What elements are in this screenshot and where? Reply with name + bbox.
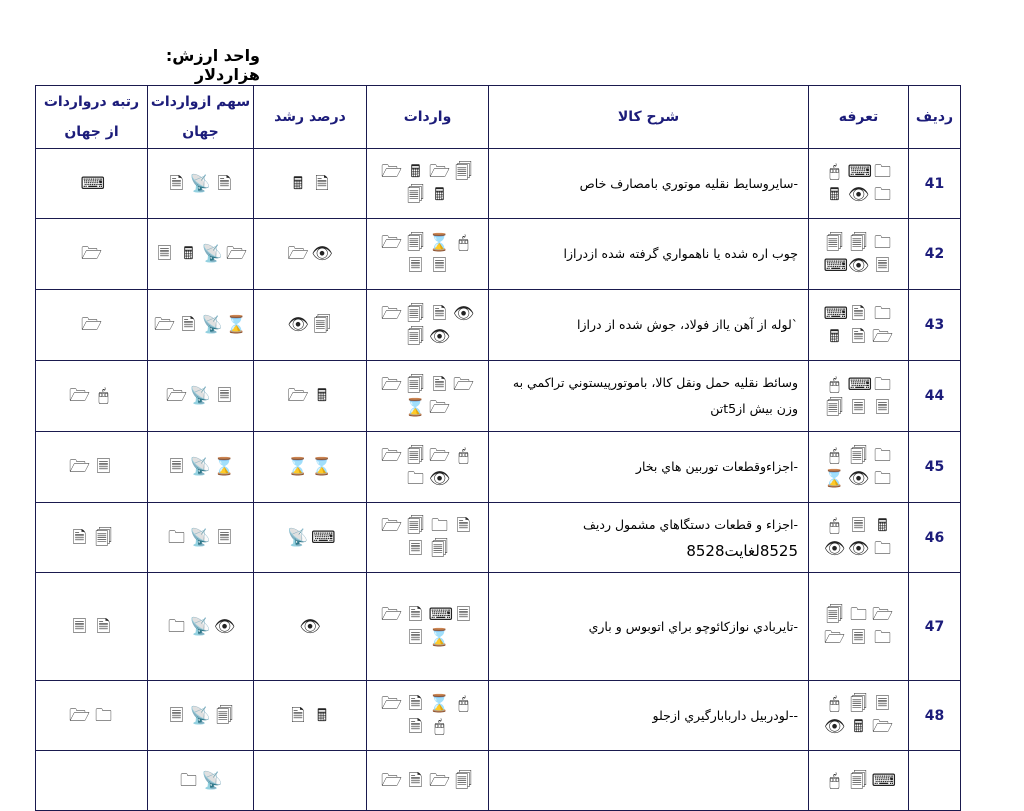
col-rank: رتبه درواردات از جهان	[36, 86, 148, 149]
open-folder-icon: 🗁	[823, 628, 846, 648]
mouse-icon: 🖱	[434, 717, 445, 737]
document-icon: 🗎	[217, 173, 232, 194]
hourglass-icon: ⌛	[287, 457, 309, 477]
icon-group	[823, 446, 895, 489]
tariff-cell	[809, 681, 909, 751]
folder-icon: 🗀	[874, 162, 891, 182]
page-icon: 🗏	[408, 539, 423, 559]
col-tariff: تعرفه	[809, 86, 909, 149]
open-folder-icon: 🗁	[428, 397, 451, 418]
page-icon: 🗏	[851, 516, 866, 536]
row-number	[909, 751, 961, 811]
icon-group	[151, 174, 251, 194]
calculator-icon: 🖩	[410, 162, 421, 182]
icon-group	[823, 516, 895, 559]
mouse-icon: 🖱	[829, 374, 840, 395]
folder-icon: 🗀	[874, 539, 891, 559]
folder-icon: 🗀	[874, 232, 891, 253]
rank-cell	[36, 290, 148, 361]
keyboard-icon: ⌨	[823, 255, 849, 276]
description-cell	[489, 219, 809, 290]
page-icon: 🗏	[217, 527, 232, 548]
growth-cell	[254, 503, 367, 573]
icon-group	[260, 174, 360, 194]
open-folder-icon: 🗁	[428, 162, 451, 182]
growth-cell	[254, 751, 367, 811]
icon-group	[823, 605, 895, 648]
rank-cell	[36, 751, 148, 811]
folder-icon: 🗀	[95, 705, 112, 726]
page-icon: 🗏	[875, 397, 890, 418]
document-icon: 🗎	[315, 173, 329, 194]
icon-group	[823, 694, 895, 737]
icon-group	[260, 528, 360, 548]
icon-group	[378, 162, 478, 205]
document-icon: 🗎	[291, 705, 305, 726]
document-icon: 🗎	[456, 516, 471, 536]
growth-cell	[254, 149, 367, 219]
satellite-icon: 📡	[189, 616, 212, 637]
table-body	[36, 149, 961, 811]
icon-group	[151, 771, 251, 791]
table-row	[36, 290, 961, 361]
icon-group	[823, 771, 895, 791]
page-icon: 🗏	[217, 386, 232, 406]
icon-group	[378, 446, 478, 489]
document-icon: 🗎	[169, 173, 184, 194]
rank-cell	[36, 432, 148, 503]
row-number: 48	[909, 681, 961, 751]
open-folder-icon: 🗁	[871, 605, 894, 625]
imports-cell	[367, 290, 489, 361]
calculator-icon: 🖩	[434, 185, 445, 205]
page-icon: 🗏	[851, 397, 866, 418]
icon-group	[42, 315, 142, 335]
share-cell	[148, 573, 254, 681]
icon-group	[260, 386, 360, 406]
description-text: -اجزاء و قطعات دستگاهاي مشمول رديف	[582, 516, 798, 532]
calculator-icon: 🖩	[316, 705, 328, 726]
icon-group	[260, 315, 360, 335]
icon-group	[823, 233, 895, 276]
calculator-icon: 🖩	[829, 185, 840, 205]
tariff-cell	[809, 361, 909, 432]
col-share: سهم ازواردات جهان	[148, 86, 254, 149]
icon-group	[42, 174, 142, 194]
row-number: 46	[909, 503, 961, 573]
icon-group	[260, 457, 360, 477]
hourglass-icon: ⌛	[428, 232, 451, 253]
copy-icon: 🗐	[407, 326, 424, 347]
share-cell	[148, 681, 254, 751]
open-folder-icon: 🗁	[287, 386, 309, 406]
hourglass-icon: ⌛	[225, 315, 248, 335]
share-cell	[148, 361, 254, 432]
calculator-icon: 🖩	[853, 717, 864, 737]
keyboard-icon: ⌨	[847, 162, 873, 182]
share-cell	[148, 503, 254, 573]
header-row	[36, 86, 961, 149]
icon-group	[151, 457, 251, 477]
growth-cell	[254, 432, 367, 503]
copy-icon: 🗐	[95, 527, 112, 548]
growth-cell	[254, 290, 367, 361]
growth-cell	[254, 573, 367, 681]
satellite-icon: 📡	[201, 770, 224, 791]
webcam-icon: 👁	[823, 717, 846, 737]
folder-icon: 🗀	[180, 770, 197, 791]
imports-cell	[367, 149, 489, 219]
icon-group	[151, 244, 251, 264]
copy-icon: 🗐	[407, 445, 424, 466]
open-folder-icon: 🗁	[380, 303, 403, 324]
copy-icon: 🗐	[826, 232, 843, 253]
table-row	[36, 573, 961, 681]
rank-cell	[36, 219, 148, 290]
imports-cell	[367, 751, 489, 811]
copy-icon: 🗐	[850, 770, 867, 791]
page-icon: 🗏	[96, 457, 111, 477]
page-icon: 🗏	[875, 255, 890, 276]
description-cell	[489, 751, 809, 811]
open-folder-icon: 🗁	[380, 374, 403, 395]
row-number: 41	[909, 149, 961, 219]
open-folder-icon: 🗁	[80, 315, 103, 335]
page-icon: 🗏	[169, 457, 184, 477]
open-folder-icon: 🗁	[68, 457, 91, 477]
icon-group	[378, 304, 478, 347]
description-text: --لودربيل داربابارگيري ازجلو	[652, 707, 798, 723]
page-icon: 🗏	[408, 628, 423, 648]
description-cell	[489, 573, 809, 681]
mouse-icon: 🖱	[829, 770, 840, 791]
icon-group	[42, 706, 142, 726]
copy-icon: 🗐	[407, 374, 424, 395]
icon-group	[151, 617, 251, 637]
copy-icon: 🗐	[313, 315, 331, 335]
copy-icon: 🗐	[455, 162, 472, 182]
copy-icon: 🗐	[407, 516, 424, 536]
open-folder-icon: 🗁	[80, 244, 103, 264]
document-icon: 🗎	[851, 303, 866, 324]
document-icon: 🗎	[408, 770, 423, 791]
keyboard-icon: ⌨	[847, 374, 873, 395]
icon-group	[260, 706, 360, 726]
table-row	[36, 681, 961, 751]
share-cell	[148, 290, 254, 361]
imports-cell	[367, 573, 489, 681]
hourglass-icon: ⌛	[213, 457, 236, 477]
icon-group	[378, 233, 478, 276]
hourglass-icon: ⌛	[428, 628, 451, 648]
icon-group	[42, 457, 142, 477]
description-text: چوب اره شده يا ناهمواري گرفته شده ازدرازا	[563, 246, 798, 261]
page-icon: 🗏	[851, 628, 866, 648]
copy-icon: 🗐	[407, 232, 424, 253]
document-icon: 🗎	[851, 326, 866, 347]
open-folder-icon: 🗁	[68, 386, 91, 406]
keyboard-icon: ⌨	[428, 605, 454, 625]
row-number: 47	[909, 573, 961, 681]
share-cell	[148, 751, 254, 811]
open-folder-icon: 🗁	[153, 315, 176, 335]
satellite-icon: 📡	[287, 527, 309, 548]
page-icon: 🗏	[157, 244, 172, 264]
copy-icon: 🗐	[850, 445, 867, 466]
description-text: -اجزاءوقطعات توربين هاي بخار	[635, 459, 798, 474]
icon-group	[378, 516, 478, 559]
description-cell	[489, 149, 809, 219]
hourglass-icon: ⌛	[428, 694, 451, 714]
satellite-icon: 📡	[201, 315, 224, 335]
tariff-cell	[809, 290, 909, 361]
folder-icon: 🗀	[874, 468, 891, 489]
folder-icon: 🗀	[874, 374, 891, 395]
icon-group	[151, 315, 251, 335]
open-folder-icon: 🗁	[380, 232, 403, 253]
keyboard-icon: ⌨	[311, 527, 336, 548]
mouse-icon: 🖱	[458, 232, 469, 253]
webcam-icon: 👁	[428, 468, 451, 489]
open-folder-icon: 🗁	[225, 244, 248, 264]
keyboard-icon: ⌨	[80, 173, 106, 194]
open-folder-icon: 🗁	[380, 445, 403, 466]
tariff-cell	[809, 149, 909, 219]
page-icon: 🗏	[875, 694, 890, 714]
satellite-icon: 📡	[189, 173, 212, 194]
folder-icon: 🗀	[407, 468, 424, 489]
description-cell	[489, 503, 809, 573]
imports-cell	[367, 681, 489, 751]
mouse-icon: 🖱	[458, 445, 469, 466]
growth-cell	[254, 681, 367, 751]
folder-icon: 🗀	[874, 303, 891, 324]
description-cell	[489, 361, 809, 432]
hourglass-icon: ⌛	[823, 468, 846, 489]
copy-icon: 🗐	[407, 303, 424, 324]
icon-group	[378, 375, 478, 418]
document-icon: 🗎	[96, 616, 111, 637]
webcam-icon: 👁	[287, 315, 309, 335]
rank-cell	[36, 573, 148, 681]
document-icon: 🗎	[72, 527, 87, 548]
tariff-cell	[809, 573, 909, 681]
open-folder-icon: 🗁	[165, 386, 188, 406]
folder-icon: 🗀	[874, 628, 891, 648]
row-number: 43	[909, 290, 961, 361]
webcam-icon: 👁	[452, 303, 475, 324]
document-icon: 🗎	[181, 315, 196, 335]
tariff-cell	[809, 219, 909, 290]
copy-icon: 🗐	[455, 770, 472, 791]
webcam-icon: 👁	[299, 616, 321, 637]
hourglass-icon: ⌛	[404, 397, 427, 418]
icon-group	[378, 605, 478, 648]
imports-cell	[367, 432, 489, 503]
table-row	[36, 751, 961, 811]
calculator-icon: 🖩	[183, 244, 194, 264]
col-imports: واردات	[367, 86, 489, 149]
icon-group	[378, 771, 478, 791]
open-folder-icon: 🗁	[380, 770, 403, 791]
page-icon: 🗏	[169, 705, 184, 726]
open-folder-icon: 🗁	[380, 162, 403, 182]
calculator-icon: 🖩	[316, 386, 328, 406]
document-icon: 🗎	[432, 374, 447, 395]
keyboard-icon: ⌨	[823, 303, 849, 324]
calculator-icon: 🖩	[829, 326, 840, 347]
document-icon: 🗎	[432, 303, 447, 324]
icon-group	[42, 617, 142, 637]
webcam-icon: 👁	[311, 244, 333, 264]
description-text: `لوله از آهن يااز فولاد، جوش شده از درازا	[577, 317, 798, 332]
satellite-icon: 📡	[189, 527, 212, 548]
copy-icon: 🗐	[216, 705, 233, 726]
folder-icon: 🗀	[850, 605, 867, 625]
folder-icon: 🗀	[168, 527, 185, 548]
mouse-icon: 🖱	[829, 516, 840, 536]
webcam-icon: 👁	[847, 468, 870, 489]
open-folder-icon: 🗁	[380, 516, 403, 536]
hourglass-icon: ⌛	[311, 457, 333, 477]
description-range: 8525لغايت8528	[686, 541, 798, 560]
open-folder-icon: 🗁	[428, 770, 451, 791]
copy-icon: 🗐	[407, 185, 424, 205]
col-growth: درصد رشد	[254, 86, 367, 149]
table-row	[36, 219, 961, 290]
keyboard-icon: ⌨	[871, 770, 897, 791]
description-cell	[489, 681, 809, 751]
col-row-no: رديف	[909, 86, 961, 149]
imports-cell	[367, 219, 489, 290]
imports-cell	[367, 361, 489, 432]
share-cell	[148, 219, 254, 290]
icon-group	[42, 528, 142, 548]
open-folder-icon: 🗁	[287, 244, 309, 264]
folder-icon: 🗀	[431, 516, 448, 536]
mouse-icon: 🖱	[98, 386, 109, 406]
tariff-cell	[809, 751, 909, 811]
folder-icon: 🗀	[874, 445, 891, 466]
rank-cell	[36, 681, 148, 751]
description-cell	[489, 290, 809, 361]
open-folder-icon: 🗁	[871, 326, 894, 347]
folder-icon: 🗀	[168, 616, 185, 637]
icon-group	[260, 244, 360, 264]
icon-group	[378, 694, 478, 737]
calculator-icon: 🖩	[292, 173, 304, 194]
webcam-icon: 👁	[823, 539, 846, 559]
copy-icon: 🗐	[850, 232, 867, 253]
webcam-icon: 👁	[847, 255, 870, 276]
copy-icon: 🗐	[431, 539, 448, 559]
tariff-cell	[809, 432, 909, 503]
copy-icon: 🗐	[826, 397, 843, 418]
document-icon: 🗎	[408, 694, 423, 714]
mouse-icon: 🖱	[458, 694, 469, 714]
open-folder-icon: 🗁	[452, 374, 475, 395]
open-folder-icon: 🗁	[380, 694, 403, 714]
icon-group	[151, 528, 251, 548]
open-folder-icon: 🗁	[871, 717, 894, 737]
page-icon: 🗏	[72, 616, 87, 637]
icon-group	[823, 162, 895, 205]
share-cell	[148, 149, 254, 219]
icon-group	[823, 375, 895, 418]
mouse-icon: 🖱	[829, 445, 840, 466]
satellite-icon: 📡	[189, 386, 212, 406]
webcam-icon: 👁	[213, 616, 236, 637]
description-text: -تايربادي نوازكائوچو براي اتوبوس و باري	[588, 618, 798, 634]
col-description: شرح كالا	[489, 86, 809, 149]
rank-cell	[36, 361, 148, 432]
unit-label: واحد ارزش: هزاردلار	[165, 46, 260, 84]
open-folder-icon: 🗁	[68, 705, 91, 726]
copy-icon: 🗐	[826, 605, 843, 625]
page-icon: 🗏	[432, 255, 447, 276]
document-icon: 🗎	[408, 717, 423, 737]
icon-group	[260, 617, 360, 637]
satellite-icon: 📡	[201, 244, 224, 264]
description-text: -سايروسايط نقليه موتوري بامصارف خاص	[579, 175, 798, 191]
webcam-icon: 👁	[428, 326, 451, 347]
icon-group	[151, 386, 251, 406]
open-folder-icon: 🗁	[428, 445, 451, 466]
growth-cell	[254, 219, 367, 290]
mouse-icon: 🖱	[829, 694, 840, 714]
icon-group	[42, 244, 142, 264]
satellite-icon: 📡	[189, 705, 212, 726]
growth-cell	[254, 361, 367, 432]
row-number: 45	[909, 432, 961, 503]
rank-cell	[36, 149, 148, 219]
share-cell	[148, 432, 254, 503]
page-icon: 🗏	[408, 255, 423, 276]
table-row	[36, 503, 961, 573]
table-row	[36, 432, 961, 503]
copy-icon: 🗐	[850, 694, 867, 714]
icon-group	[151, 706, 251, 726]
row-number: 42	[909, 219, 961, 290]
icon-group	[42, 386, 142, 406]
icon-group	[823, 304, 895, 347]
satellite-icon: 📡	[189, 457, 212, 477]
table-row	[36, 149, 961, 219]
folder-icon: 🗀	[874, 185, 891, 205]
description-text: وسائط نقليه حمل ونقل كالا، باموتورپيستوني تراكمي به وزن بيش ازt5تن	[512, 375, 798, 416]
webcam-icon: 👁	[847, 185, 870, 205]
document-icon: 🗎	[408, 605, 423, 625]
description-cell	[489, 432, 809, 503]
tariff-cell	[809, 503, 909, 573]
webcam-icon: 👁	[847, 539, 870, 559]
open-folder-icon: 🗁	[380, 605, 403, 625]
rank-cell	[36, 503, 148, 573]
row-number: 44	[909, 361, 961, 432]
page-icon: 🗏	[456, 605, 471, 625]
mouse-icon: 🖱	[829, 162, 840, 182]
table-row	[36, 361, 961, 432]
calculator-icon: 🖩	[877, 516, 888, 536]
imports-cell	[367, 503, 489, 573]
trade-table	[35, 85, 961, 811]
